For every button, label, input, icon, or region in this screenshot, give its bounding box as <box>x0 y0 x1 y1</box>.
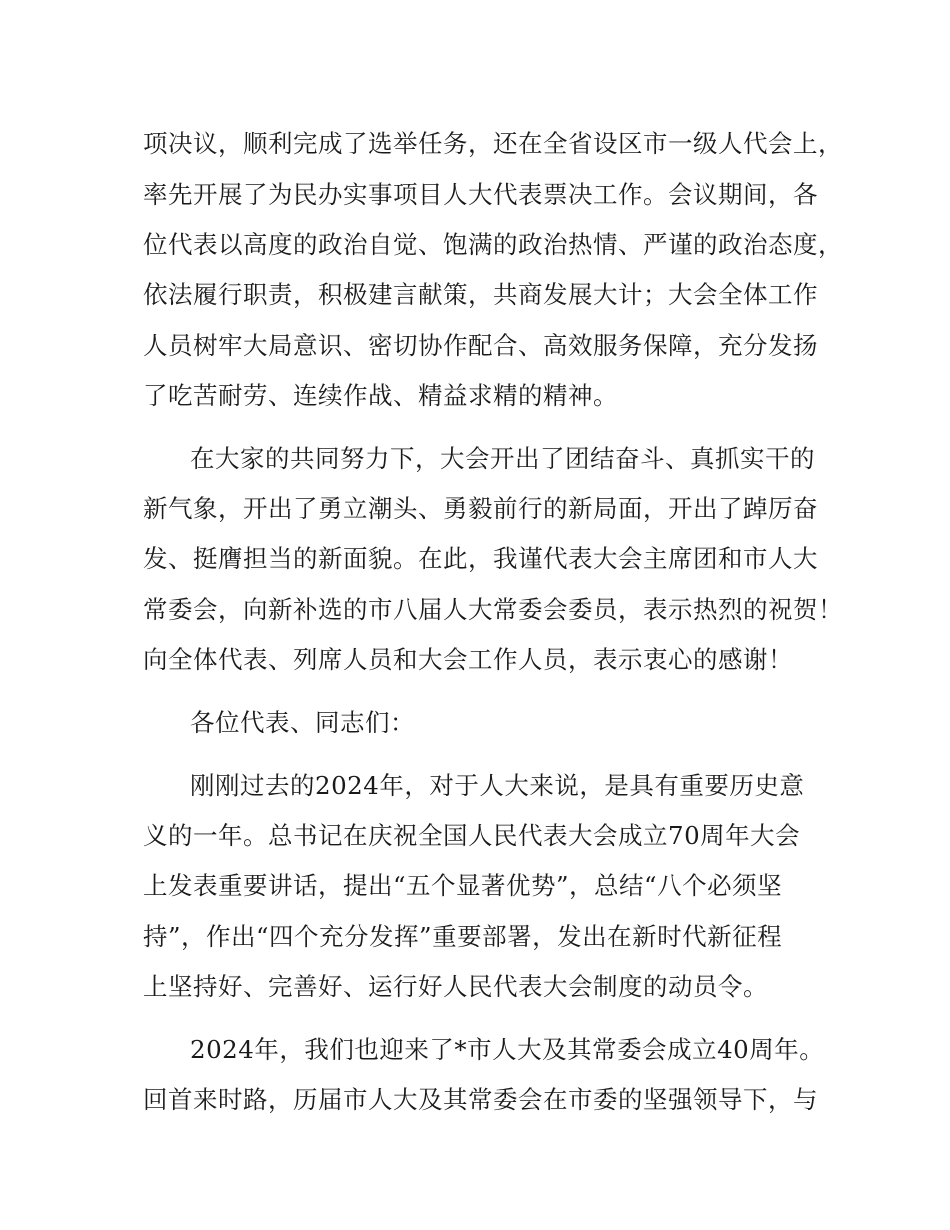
paragraph-5-line-2: 回首来时路，历届市人大及其常委会在市委的坚强领导下，与 <box>143 1085 818 1114</box>
paragraph-4-line-1: 刚刚过去的2024年，对于人大来说，是具有重要历史意 <box>190 771 805 800</box>
paragraph-2-line-5: 向全体代表、列席人员和大会工作人员，表示衷心的感谢！ <box>143 645 793 674</box>
paragraph-1-line-6: 了吃苦耐劳、连续作战、精益求精的精神。 <box>143 381 618 410</box>
paragraph-1-line-5: 人员树牢大局意识、密切协作配合、高效服务保障，充分发扬 <box>143 331 818 360</box>
paragraph-1-line-2: 率先开展了为民办实事项目人大代表票决工作。会议期间，各 <box>143 180 818 209</box>
paragraph-2-line-1: 在大家的共同努力下，大会开出了团结奋斗、真抓实干的 <box>190 444 815 473</box>
paragraph-2-line-2: 新气象，开出了勇立潮头、勇毅前行的新局面，开出了踔厉奋 <box>143 494 818 523</box>
paragraph-2-line-4: 常委会，向新补选的市八届人大常委会委员，表示热烈的祝贺！ <box>143 595 843 624</box>
paragraph-1-line-1: 项决议，顺利完成了选举任务，还在全省设区市一级人代会上， <box>143 129 843 158</box>
paragraph-4-line-2: 义的一年。总书记在庆祝全国人民代表大会成立70周年大会 <box>143 821 801 850</box>
paragraph-1-line-3: 位代表以高度的政治自觉、饱满的政治热情、严谨的政治态度， <box>143 230 843 259</box>
paragraph-1-line-4: 依法履行职责，积极建言献策，共商发展大计；大会全体工作 <box>143 280 818 309</box>
paragraph-4-line-4: 持”，作出“四个充分发挥”重要部署，发出在新时代新征程 <box>143 922 783 951</box>
paragraph-5-line-1: 2024年，我们也迎来了*市人大及其常委会成立40周年。 <box>190 1035 825 1064</box>
paragraph-4-line-3: 上发表重要讲话，提出“五个显著优势”，总结“八个必须坚 <box>143 871 783 900</box>
paragraph-4-line-5: 上坚持好、完善好、运行好人民代表大会制度的动员令。 <box>143 972 768 1001</box>
salutation-line: 各位代表、同志们： <box>190 708 415 737</box>
paragraph-2-line-3: 发、挺膺担当的新面貌。在此，我谨代表大会主席团和市人大 <box>143 544 818 573</box>
